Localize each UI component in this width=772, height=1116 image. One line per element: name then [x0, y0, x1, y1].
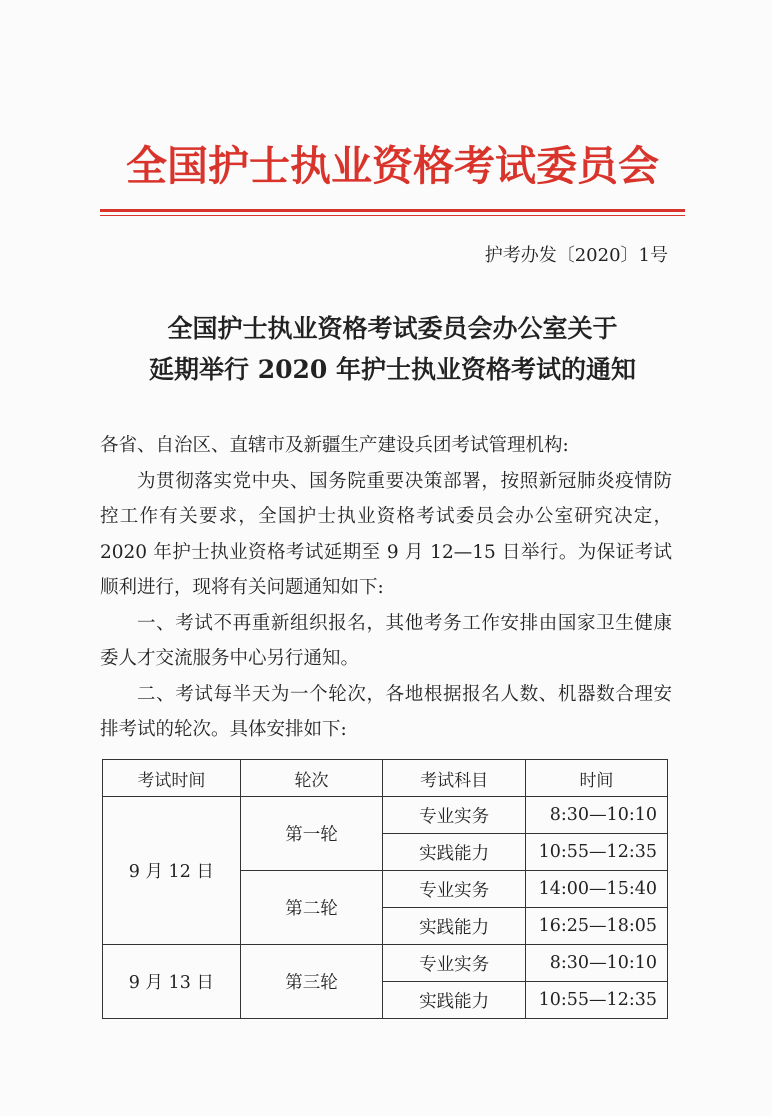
exam-schedule-table — [102, 759, 668, 1019]
paragraph-intro: 为贯彻落实党中央、国务院重要决策部署，按照新冠肺炎疫情防控工作有关要求，全国护士执业资格考试委员会办公室研究决定，2020 年护士执业资格考试延期至 9 月 12—15 日举行。为保证考试顺利进行，现将有关问题通知如下: — [100, 470, 672, 598]
table-row — [103, 797, 668, 834]
time-cell: 10:55—12:35 — [525, 834, 667, 871]
table-header-row — [103, 760, 668, 797]
time-cell: 14:00—15:40 — [525, 871, 667, 908]
paragraph-item-2: 二、考试每半天为一个轮次，各地根据报名人数、机器数合理安排考试的轮次。具体安排如下: — [100, 683, 672, 740]
header-exam-date: 考试时间 — [103, 760, 241, 797]
time-cell: 10:55—12:35 — [525, 982, 667, 1019]
subject-cell: 专业实务 — [383, 945, 526, 982]
subject-cell: 实践能力 — [383, 982, 526, 1019]
title-line-1: 全国护士执业资格考试委员会办公室关于 — [167, 314, 618, 343]
subject-cell: 专业实务 — [383, 797, 526, 834]
salutation: 各省、自治区、直辖市及新疆生产建设兵团考试管理机构: — [100, 435, 569, 456]
document-title — [100, 308, 685, 390]
document-number: 护考办发〔2020〕1号 — [484, 245, 668, 266]
header-subject: 考试科目 — [383, 760, 526, 797]
header-round: 轮次 — [240, 760, 383, 797]
round-cell: 第二轮 — [240, 871, 383, 945]
round-cell: 第一轮 — [240, 797, 383, 871]
exam-date-cell: 9 月 13 日 — [103, 945, 241, 1019]
subject-cell: 实践能力 — [383, 834, 526, 871]
round-cell: 第三轮 — [240, 945, 383, 1019]
document-body — [100, 428, 672, 748]
header-red-rule-thick — [100, 209, 685, 212]
paragraph-item-1: 一、考试不再重新组织报名，其他考务工作安排由国家卫生健康委人才交流服务中心另行通知。 — [100, 612, 672, 669]
header-red-rule-thin — [100, 215, 685, 216]
issuing-organization-header: 全国护士执业资格考试委员会 — [126, 142, 659, 190]
time-cell: 16:25—18:05 — [525, 908, 667, 945]
table-row — [103, 945, 668, 982]
subject-cell: 实践能力 — [383, 908, 526, 945]
title-line-2: 延期举行 2020 年护士执业资格考试的通知 — [149, 355, 636, 384]
subject-cell: 专业实务 — [383, 871, 526, 908]
exam-date-cell: 9 月 12 日 — [103, 797, 241, 945]
time-cell: 8:30—10:10 — [525, 945, 667, 982]
time-cell: 8:30—10:10 — [525, 797, 667, 834]
header-time: 时间 — [525, 760, 667, 797]
